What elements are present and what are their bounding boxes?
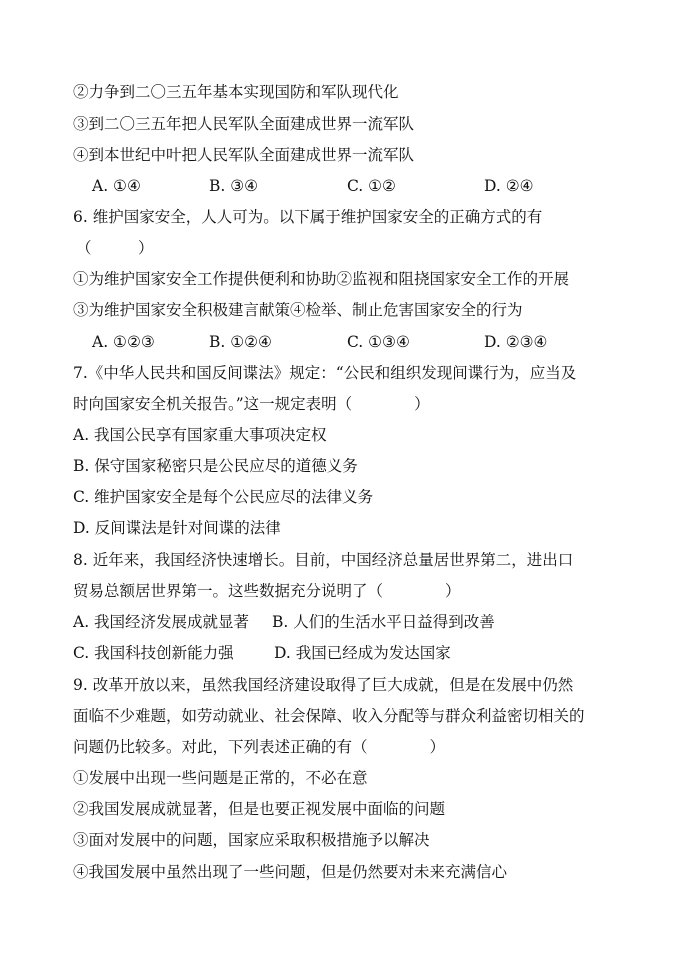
q6-stem: 6. 维护国家安全，人人可为。以下属于维护国家安全的正确方式的有 [73, 208, 543, 226]
option-a: A. ①④ [92, 177, 141, 195]
q6-answer-blank: （ ） [76, 239, 154, 257]
option-a: A. 我国公民享有国家重大事项决定权 [73, 426, 327, 444]
q9-stem-cont: 面临不少难题，如劳动就业、社会保障、收入分配等与群众利益密切相关的 [73, 707, 585, 725]
item-line: ②我国发展成就显著，但是也要正视发展中面临的问题 [73, 800, 446, 818]
item-line: ①为维护国家安全工作提供便利和协助②监视和阻挠国家安全工作的开展 [73, 270, 570, 288]
option-c: C. 维护国家安全是每个公民应尽的法律义务 [73, 488, 374, 506]
option-d: D. ②③④ [484, 333, 548, 351]
option-a: A. ①②③ [92, 333, 155, 351]
q7-stem-cont: 时向国家安全机关报告。”这一规定表明（ ） [73, 395, 430, 413]
option-b: B. ③④ [209, 177, 259, 195]
item-line: ③到二〇三五年把人民军队全面建成世界一流军队 [73, 115, 415, 133]
item-line: ②力争到二〇三五年基本实现国防和军队现代化 [73, 83, 399, 101]
option-d: D. 反间谍法是针对间谍的法律 [73, 519, 281, 537]
item-line: ④到本世纪中叶把人民军队全面建成世界一流军队 [73, 146, 415, 164]
option-c: C. 我国科技创新能力强 [73, 644, 234, 662]
option-c: C. ①③④ [347, 333, 410, 351]
option-c: C. ①② [347, 177, 396, 195]
q7-stem: 7.《中华人民共和国反间谍法》规定：“公民和组织发现间谍行为，应当及 [73, 364, 577, 382]
option-b: B. 人们的生活水平日益得到改善 [272, 613, 495, 631]
option-b: B. ①②④ [209, 333, 272, 351]
item-line: ③面对发展中的问题，国家应采取积极措施予以解决 [73, 831, 430, 849]
option-b: B. 保守国家秘密只是公民应尽的道德义务 [73, 457, 358, 475]
option-d: D. ②④ [484, 177, 534, 195]
q9-stem-cont: 问题仍比较多。对此，下列表述正确的有（ ） [73, 738, 446, 756]
item-line: ③为维护国家安全积极建言献策④检举、制止危害国家安全的行为 [73, 301, 523, 319]
option-d: D. 我国已经成为发达国家 [274, 644, 451, 662]
q8-stem-cont: 贸易总额居世界第一。这些数据充分说明了（ ） [73, 582, 461, 600]
item-line: ④我国发展中虽然出现了一些问题，但是仍然要对未来充满信心 [73, 863, 508, 881]
q8-stem: 8. 近年来，我国经济快速增长。目前，中国经济总量居世界第二，进出口 [73, 551, 574, 569]
option-a: A. 我国经济发展成就显著 [73, 613, 250, 631]
q9-stem: 9. 改革开放以来，虽然我国经济建设取得了巨大成就，但是在发展中仍然 [73, 676, 574, 694]
item-line: ①发展中出现一些问题是正常的，不必在意 [73, 769, 368, 787]
